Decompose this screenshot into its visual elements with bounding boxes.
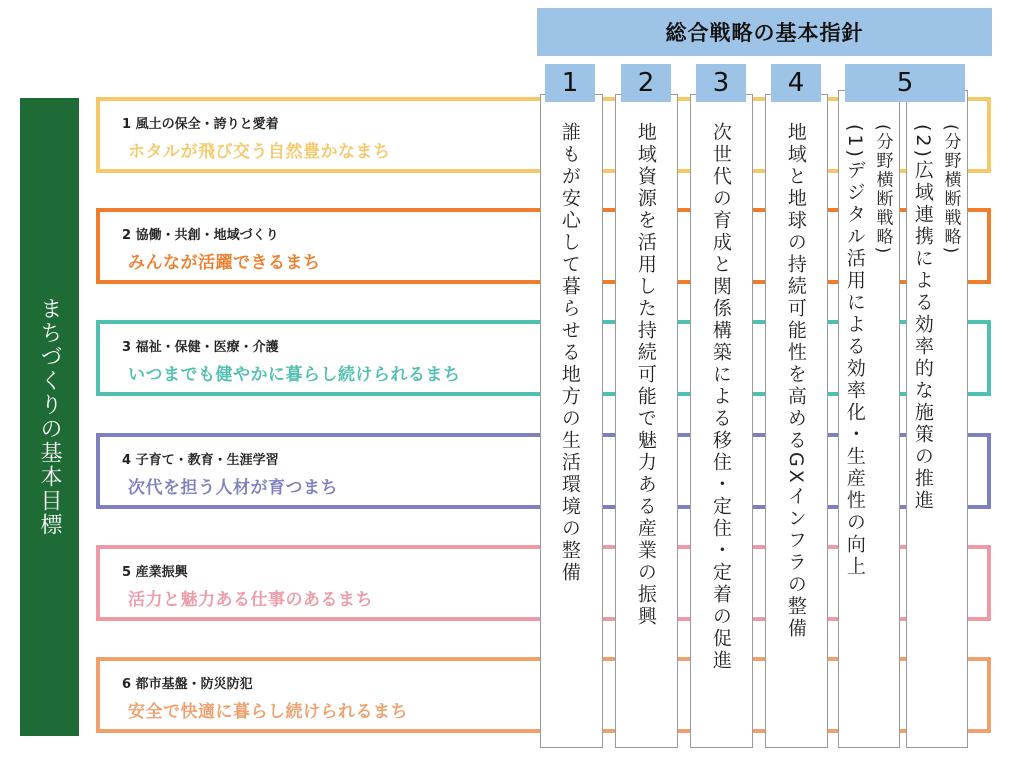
strategy-number-3: 3 bbox=[696, 64, 746, 102]
goal-sub-label: 3 福祉・保健・医療・介護 bbox=[122, 340, 279, 355]
goal-sub-label: 4 子育て・教育・生涯学習 bbox=[122, 453, 279, 468]
strategy-number-5: 5 bbox=[845, 64, 965, 102]
goal-main-label: 安全で快適に暮らし続けられるまち bbox=[128, 702, 408, 722]
strategy-text-1: 誰もが安心して暮らせる地方の生活環境の整備 bbox=[558, 122, 581, 584]
goal-main-label: みんなが活躍できるまち bbox=[128, 253, 321, 273]
strategy-5-2-note: (分野横断戦略) bbox=[940, 124, 961, 256]
strategy-5-1-note: (分野横断戦略) bbox=[872, 124, 893, 256]
goal-sub-label: 5 産業振興 bbox=[122, 565, 188, 580]
strategy-text-2: 地域資源を活用した持続可能で魅力ある産業の振興 bbox=[634, 122, 657, 628]
goal-sub-label: 6 都市基盤・防災防犯 bbox=[122, 677, 253, 692]
goal-main-label: 活力と魅力ある仕事のあるまち bbox=[128, 590, 373, 610]
goal-main-label: 次代を担う人材が育つまち bbox=[128, 478, 338, 498]
goal-sub-label: 2 協働・共創・地域づくり bbox=[122, 228, 279, 243]
strategy-text-4: 地域と地球の持続可能性を高めるGXインフラの整備 bbox=[784, 122, 807, 640]
side-label-basic-goals bbox=[20, 98, 79, 736]
goal-main-label: いつまでも健やかに暮らし続けられるまち bbox=[128, 365, 461, 385]
strategy-number-1: 1 bbox=[545, 64, 595, 102]
strategy-5-2-text: (2)広域連携による効率的な施策の推進 bbox=[911, 124, 934, 512]
goal-sub-label: 1 風土の保全・誇りと愛着 bbox=[122, 117, 279, 132]
strategy-header: 総合戦略の基本指針 bbox=[537, 8, 992, 56]
strategy-number-2: 2 bbox=[621, 64, 671, 102]
side-label-text: まちづくりの基本目標 bbox=[37, 297, 62, 537]
goal-main-label: ホタルが飛び交う自然豊かなまち bbox=[128, 142, 391, 162]
strategy-text-3: 次世代の育成と関係構築による移住・定住・定着の促進 bbox=[709, 122, 732, 672]
strategy-number-4: 4 bbox=[771, 64, 821, 102]
strategy-5-1-text: (1)デジタル活用による効率化・生産性の向上 bbox=[843, 124, 866, 578]
